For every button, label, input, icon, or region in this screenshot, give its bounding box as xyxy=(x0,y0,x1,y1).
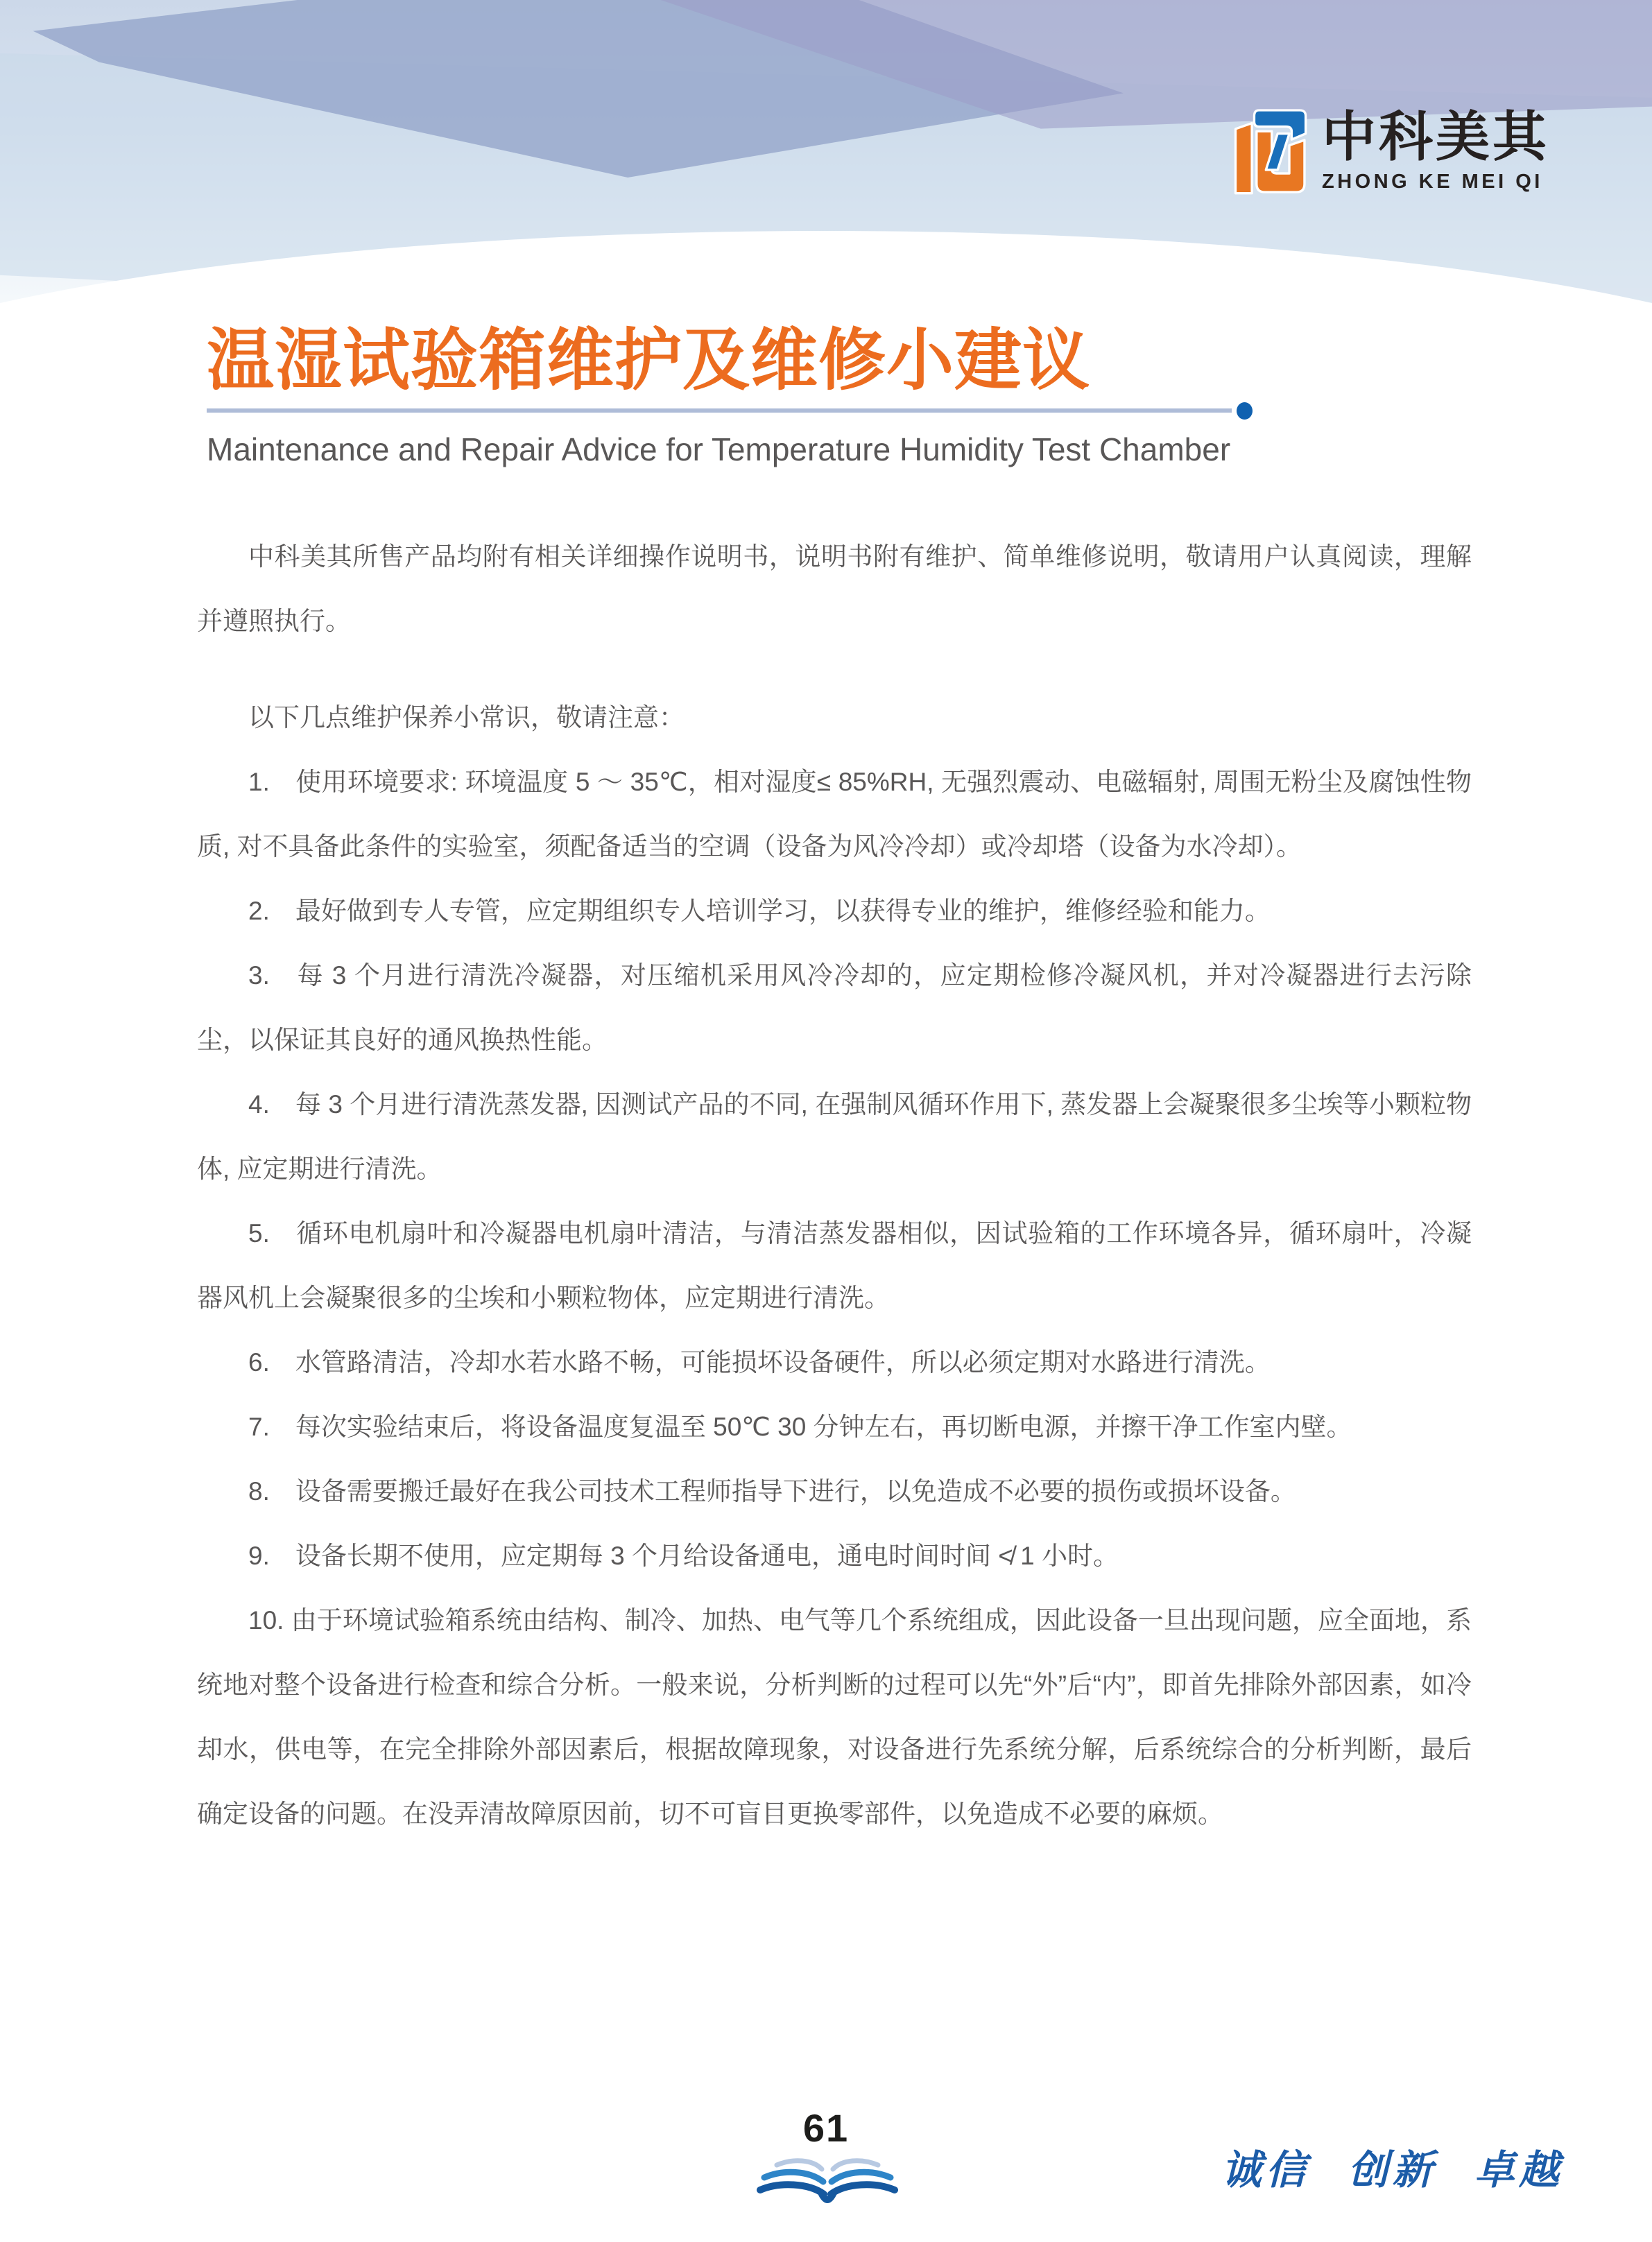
maintenance-item-2: 2. 最好做到专人专管，应定期组织专人培训学习，以获得专业的维护，维修经验和能力。 xyxy=(248,897,1271,925)
company-logo-icon xyxy=(1226,103,1308,200)
divider-dot xyxy=(1237,402,1253,420)
footer-slogan: 诚信 创新 卓越 xyxy=(1221,2148,1563,2193)
intro-paragraph: 中科美其所售产品均附有相关详细操作说明书，说明书附有维护、简单维修说明，敬请用户认真阅读，理解并遵照执行。 xyxy=(197,542,1472,635)
title-block xyxy=(207,322,1247,468)
notice-paragraph: 以下几点维护保养小常识，敬请注意： xyxy=(248,703,685,732)
maintenance-item-1: 1. 使用环境要求: 环境温度 5 ～ 35℃，相对湿度≤ 85%RH, 无强烈震动、电磁辐射, 周围无粉尘及腐蚀性物质, 对不具备此条件的实验室，须配备适当的空调（设备为风冷冷却）或冷却塔（设备为水冷却）。 xyxy=(197,768,1472,861)
body-text xyxy=(197,524,1472,1846)
title-divider-line xyxy=(207,408,1232,413)
maintenance-item-8: 8. 设备需要搬迁最好在我公司技术工程师指导下进行，以免造成不必要的损伤或损坏设备。 xyxy=(248,1477,1296,1506)
company-logo xyxy=(1226,103,1549,200)
company-name-cn: 中科美其 xyxy=(1322,106,1550,167)
company-name-en: ZHONG KE MEI QI xyxy=(1322,171,1543,193)
maintenance-item-7: 7. 每次实验结束后，将设备温度复温至 50℃ 30 分钟左右，再切断电源，并擦干净工作室内壁。 xyxy=(248,1413,1352,1441)
maintenance-item-5: 5. 循环电机扇叶和冷凝器电机扇叶清洁，与清洁蒸发器相似，因试验箱的工作环境各异，循环扇叶，冷凝器风机上会凝聚很多的尘埃和小颗粒物体，应定期进行清洗。 xyxy=(197,1219,1472,1312)
page-number: 61 xyxy=(802,2106,850,2150)
maintenance-item-3: 3. 每 3 个月进行清洗冷凝器，对压缩机采用风冷冷却的，应定期检修冷凝风机，并对冷凝器进行去污除尘，以保证其良好的通风换热性能。 xyxy=(197,961,1472,1054)
maintenance-item-6: 6. 水管路清洁，冷却水若水路不畅，可能损坏设备硬件，所以必须定期对水路进行清洗。 xyxy=(248,1348,1271,1377)
open-book-icon xyxy=(755,2150,900,2207)
maintenance-item-4: 4. 每 3 个月进行清洗蒸发器, 因测试产品的不同, 在强制风循环作用下, 蒸发器上会凝聚很多尘埃等小颗粒物体, 应定期进行清洗。 xyxy=(197,1090,1472,1183)
maintenance-item-10: 10. 由于环境试验箱系统由结构、制冷、加热、电气等几个系统组成，因此设备一旦出现问题，应全面地，系统地对整个设备进行检查和综合分析。一般来说，分析判断的过程可以先“外”后“内”，即首先排除外部因素，如冷却水，供电等，在完全排除外部因素后，根据故障现象，对设备进行先系统分解，后系统综合的分析判断，最后确定设备的问题。在没弄清故障原因前，切不可盲目更换零部件，以免造成不必要的麻烦。 xyxy=(197,1606,1472,1828)
maintenance-item-9: 9. 设备长期不使用，应定期每 3 个月给设备通电，通电时间时间 ≮ 1 小时。 xyxy=(248,1542,1119,1570)
page-subtitle-en: Maintenance and Repair Advice for Temperature Humidity Test Chamber xyxy=(207,431,1231,467)
company-logo-text xyxy=(1322,106,1550,193)
page-title: 温湿试验箱维护及维修小建议 xyxy=(207,322,1090,398)
